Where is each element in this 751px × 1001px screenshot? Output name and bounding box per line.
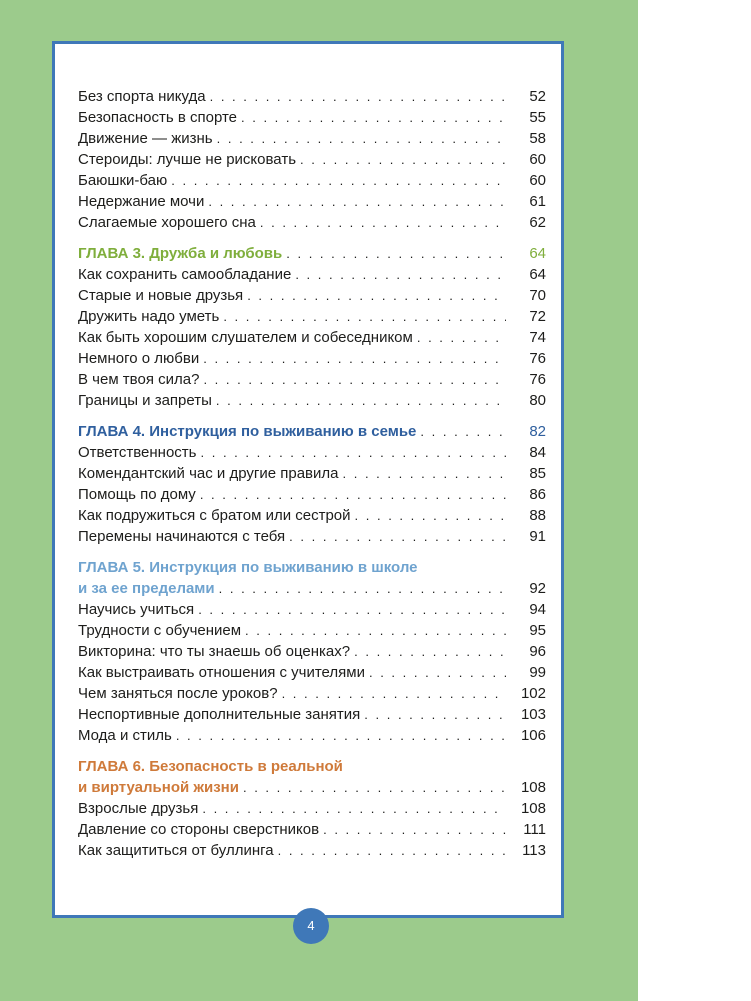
leader-dots: [203, 348, 506, 369]
toc-entry-page: 84: [529, 444, 546, 461]
toc-entry-title: Помощь по дому: [78, 486, 196, 503]
leader-dots: [223, 306, 506, 327]
toc-entry[interactable]: [78, 641, 546, 662]
toc-entry-page: 72: [529, 308, 546, 325]
leader-dots: [216, 390, 506, 411]
toc-entry-page: 106: [520, 727, 546, 744]
leader-dots: [260, 212, 506, 233]
toc-entry-title: Без спорта никуда: [78, 88, 206, 105]
toc-entry[interactable]: [78, 306, 546, 327]
toc-entry-title: Как быть хорошим слушателем и собеседником: [78, 329, 413, 346]
toc-entry-page: 108: [520, 800, 546, 817]
toc-entry-page: 80: [529, 392, 546, 409]
toc-entry-page: 60: [529, 172, 546, 189]
leader-dots: [343, 463, 507, 484]
leader-dots: [420, 421, 506, 442]
toc-entry[interactable]: [78, 683, 546, 704]
toc-entry-page: 86: [529, 486, 546, 503]
toc-entry[interactable]: [78, 526, 546, 547]
toc-entry[interactable]: [78, 620, 546, 641]
page-number-badge: 4: [293, 908, 329, 944]
chapter-page: 108: [520, 779, 546, 796]
leader-dots: [323, 819, 506, 840]
toc-entry[interactable]: [78, 662, 546, 683]
leader-dots: [241, 107, 506, 128]
leader-dots: [289, 526, 506, 547]
chapter-6-heading[interactable]: [78, 777, 546, 798]
toc-entry-title: Движение — жизнь: [78, 130, 213, 147]
leader-dots: [243, 777, 506, 798]
toc-entry-page: 58: [529, 130, 546, 147]
toc-entry-page: 85: [529, 465, 546, 482]
table-of-contents: [78, 86, 546, 861]
toc-entry[interactable]: [78, 128, 546, 149]
chapter-page: 92: [529, 580, 546, 597]
toc-entry[interactable]: [78, 191, 546, 212]
leader-dots: [245, 620, 506, 641]
leader-dots: [282, 683, 506, 704]
toc-entry[interactable]: [78, 819, 546, 840]
toc-entry[interactable]: [78, 348, 546, 369]
chapter-title: ГЛАВА 3. Дружба и любовь: [78, 245, 283, 262]
toc-entry-title: Безопасность в спорте: [78, 109, 238, 126]
leader-dots: [417, 327, 506, 348]
toc-entry-title: Старые и новые друзья: [78, 287, 244, 304]
leader-dots: [203, 369, 506, 390]
leader-dots: [200, 484, 506, 505]
toc-entry-title: Как сохранить самообладание: [78, 266, 292, 283]
toc-entry-page: 96: [529, 643, 546, 660]
leader-dots: [208, 191, 506, 212]
toc-entry[interactable]: [78, 463, 546, 484]
toc-entry[interactable]: [78, 327, 546, 348]
toc-entry[interactable]: [78, 442, 546, 463]
chapter-page: 82: [529, 423, 546, 440]
toc-entry-page: 88: [529, 507, 546, 524]
toc-entry-title: Викторина: что ты знаешь об оценках?: [78, 643, 351, 660]
toc-entry[interactable]: [78, 285, 546, 306]
toc-entry-title: Перемены начинаются с тебя: [78, 528, 286, 545]
toc-entry-title: Слагаемые хорошего сна: [78, 214, 256, 231]
toc-entry[interactable]: [78, 798, 546, 819]
toc-entry-title: Стероиды: лучше не рисковать: [78, 151, 297, 168]
leader-dots: [217, 128, 506, 149]
leader-dots: [198, 599, 506, 620]
toc-entry-title: В чем твоя сила?: [78, 371, 200, 388]
toc-entry[interactable]: [78, 170, 546, 191]
chapter-title: и виртуальной жизни: [78, 779, 239, 796]
toc-entry-title: Как выстраивать отношения с учителями: [78, 664, 365, 681]
toc-entry-page: 94: [529, 601, 546, 618]
toc-entry-page: 74: [529, 329, 546, 346]
toc-entry-title: Как подружиться с братом или сестрой: [78, 507, 351, 524]
toc-entry-title: Немного о любви: [78, 350, 200, 367]
toc-entry[interactable]: [78, 725, 546, 746]
toc-entry-title: Взрослые друзья: [78, 800, 199, 817]
toc-entry-title: Баюшки-баю: [78, 172, 168, 189]
chapter-3-heading[interactable]: [78, 243, 546, 264]
toc-entry[interactable]: [78, 840, 546, 861]
leader-dots: [369, 662, 506, 683]
toc-entry-title: Научись учиться: [78, 601, 195, 618]
leader-dots: [364, 704, 506, 725]
toc-card: [52, 41, 564, 918]
toc-entry-page: 111: [523, 821, 546, 838]
toc-entry-page: 76: [529, 371, 546, 388]
leader-dots: [202, 798, 506, 819]
leader-dots: [201, 442, 507, 463]
leader-dots: [355, 505, 506, 526]
toc-entry[interactable]: [78, 107, 546, 128]
toc-entry-page: 62: [529, 214, 546, 231]
toc-entry[interactable]: [78, 390, 546, 411]
toc-entry-page: 99: [529, 664, 546, 681]
toc-entry-page: 70: [529, 287, 546, 304]
leader-dots: [300, 149, 506, 170]
chapter-5-heading-line1: ГЛАВА 5. Инструкция по выживанию в школе: [78, 559, 418, 576]
toc-entry[interactable]: [78, 704, 546, 725]
leader-dots: [176, 725, 506, 746]
leader-dots: [247, 285, 506, 306]
toc-entry-title: Трудности с обучением: [78, 622, 242, 639]
leader-dots: [295, 264, 506, 285]
toc-entry-page: 103: [520, 706, 546, 723]
toc-entry-page: 95: [529, 622, 546, 639]
toc-entry-page: 61: [529, 193, 546, 210]
toc-entry-page: 55: [529, 109, 546, 126]
chapter-title: ГЛАВА 4. Инструкция по выживанию в семье: [78, 423, 417, 440]
toc-entry[interactable]: [78, 212, 546, 233]
leader-dots: [278, 840, 506, 861]
toc-entry[interactable]: [78, 599, 546, 620]
toc-entry[interactable]: [78, 369, 546, 390]
toc-entry-title: Чем заняться после уроков?: [78, 685, 278, 702]
toc-entry-title: Мода и стиль: [78, 727, 172, 744]
toc-entry-title: Недержание мочи: [78, 193, 205, 210]
toc-entry-page: 64: [529, 266, 546, 283]
toc-entry[interactable]: [78, 149, 546, 170]
toc-entry-page: 76: [529, 350, 546, 367]
toc-entry-title: Комендантский час и другие правила: [78, 465, 339, 482]
chapter-page: 64: [529, 245, 546, 262]
toc-entry-page: 52: [529, 88, 546, 105]
toc-entry-title: Давление со стороны сверстников: [78, 821, 320, 838]
leader-dots: [354, 641, 506, 662]
chapter-4-heading[interactable]: [78, 421, 546, 442]
chapter-6-heading-line1: ГЛАВА 6. Безопасность в реальной: [78, 758, 343, 775]
leader-dots: [210, 86, 506, 107]
toc-entry-page: 102: [520, 685, 546, 702]
leader-dots: [286, 243, 506, 264]
toc-entry-title: Ответственность: [78, 444, 197, 461]
leader-dots: [219, 578, 506, 599]
toc-entry[interactable]: [78, 264, 546, 285]
toc-entry-title: Как защититься от буллинга: [78, 842, 274, 859]
toc-entry-page: 91: [529, 528, 546, 545]
toc-entry[interactable]: [78, 505, 546, 526]
leader-dots: [171, 170, 506, 191]
chapter-title: и за ее пределами: [78, 580, 215, 597]
toc-entry-title: Неспортивные дополнительные занятия: [78, 706, 361, 723]
toc-entry[interactable]: [78, 484, 546, 505]
toc-entry-title: Границы и запреты: [78, 392, 212, 409]
toc-entry[interactable]: [78, 86, 546, 107]
chapter-5-heading[interactable]: [78, 578, 546, 599]
toc-entry-page: 113: [522, 842, 546, 859]
toc-entry-page: 60: [529, 151, 546, 168]
toc-entry-title: Дружить надо уметь: [78, 308, 220, 325]
